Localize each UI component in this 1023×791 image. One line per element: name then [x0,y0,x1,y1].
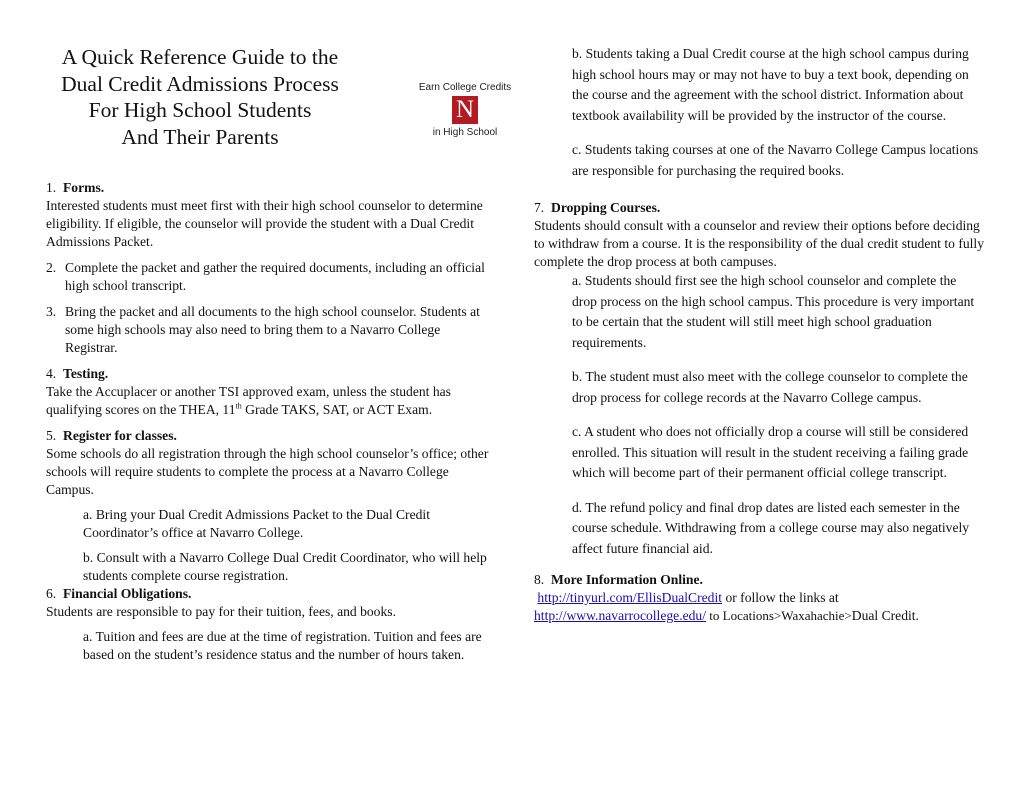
section-heading: 6. Financial Obligations. [46,586,192,601]
right-column [534,44,984,625]
section-more-info [534,571,984,625]
section-bring-packet [46,303,496,357]
title-line: Dual Credit Admissions Process [61,71,339,96]
section-forms [46,179,496,251]
item-text: Bring the packet and all documents to the high school counselor. Students at some high schools may also need to bring them to a Navarro College Registrar. [65,304,480,355]
section-body: Interested students must meet first with their high school counselor to determine eligibility. If eligible, the counselor will provide the student with a Dual Credit Admissions Packet. [46,198,483,249]
logo-top-text: Earn College Credits [418,82,512,93]
sub-item: d. The refund policy and final drop dates are listed each semester in the course schedule. Withdrawing from a college course may also negatively affect future financial aid. [572,499,970,556]
section-dropping [534,199,984,559]
navarro-website-link[interactable]: http://www.navarrocollege.edu/ [534,608,707,623]
section-testing [46,365,496,419]
sub-item: a. Bring your Dual Credit Admissions Packet to the Dual Credit Coordinator’s office at Navarro College. [83,507,430,540]
sub-item: b. Students taking a Dual Credit course at the high school campus during high school hours may or may not have to buy a text book, depending on the course and the agreement with the school district. Information about textbook availability will be provided by the instructor of the course. [572,46,969,123]
section-body: Some schools do all registration through the high school counselor’s office; other schools will require students to complete the process at a Navarro College Campus. [46,446,489,497]
section-heading: 5. Register for classes. [46,428,177,443]
section-body: Students should consult with a counselor and review their options before deciding to withdraw from a course. It is the responsibility of the dual credit student to fully complete the drop process at both campuses. [534,218,985,269]
sub-item: c. A student who does not officially drop a course will still be considered enrolled. This situation will result in the student receiving a failing grade which will become part of their permanent official college transcript. [572,424,969,480]
title-line: For High School Students [88,98,312,122]
title-line: And Their Parents [121,124,279,149]
section-body: Take the Accuplacer or another TSI approved exam, unless the student has qualifying scores on the THEA, 11th Grade TAKS, SAT, or ACT Exam. [46,384,451,417]
navarro-logo [410,82,520,138]
section-heading: 8. More Information Online. [534,572,703,587]
section-register [46,427,496,585]
section-body: http://tinyurl.com/EllisDualCredit or follow the links at [537,590,839,605]
item-text: Complete the packet and gather the required documents, including an official high school transcript. [65,260,485,293]
section-body: Students are responsible to pay for their tuition, fees, and books. [46,604,396,619]
tinyurl-link[interactable]: http://tinyurl.com/EllisDualCredit [537,590,723,605]
logo-letter: N [452,96,478,124]
sub-item: c. Students taking courses at one of the Navarro College Campus locations are responsible for purchasing the required books. [572,142,979,178]
title-line: A Quick Reference Guide to the [61,45,339,69]
logo-bottom-text: in High School [432,127,498,138]
section-packet [46,259,496,295]
section-body: http://www.navarrocollege.edu/ to Locations>Waxahachie>Dual Credit. [534,608,919,623]
sub-item: a. Students should first see the high school counselor and complete the drop process on the high school campus. This procedure is very important to be certain that the student will still meet high school graduation requirements. [572,273,975,350]
sub-item: a. Tuition and fees are due at the time of registration. Tuition and fees are based on the student’s residence status and the number of hours taken. [83,629,482,662]
sub-item: b. Consult with a Navarro College Dual Credit Coordinator, who will help students complete course registration. [83,550,487,583]
item-number: 3. [46,304,57,319]
section-heading: 7. Dropping Courses. [534,200,661,215]
sub-item: b. The student must also meet with the college counselor to complete the drop process for college records at the Navarro College campus. [572,369,968,405]
page-title [40,44,360,150]
left-column [46,179,496,664]
section-financial [46,585,496,664]
section-heading: 1. Forms. [46,180,105,195]
section-heading: 4. Testing. [46,366,109,381]
item-number: 2. [46,260,57,275]
